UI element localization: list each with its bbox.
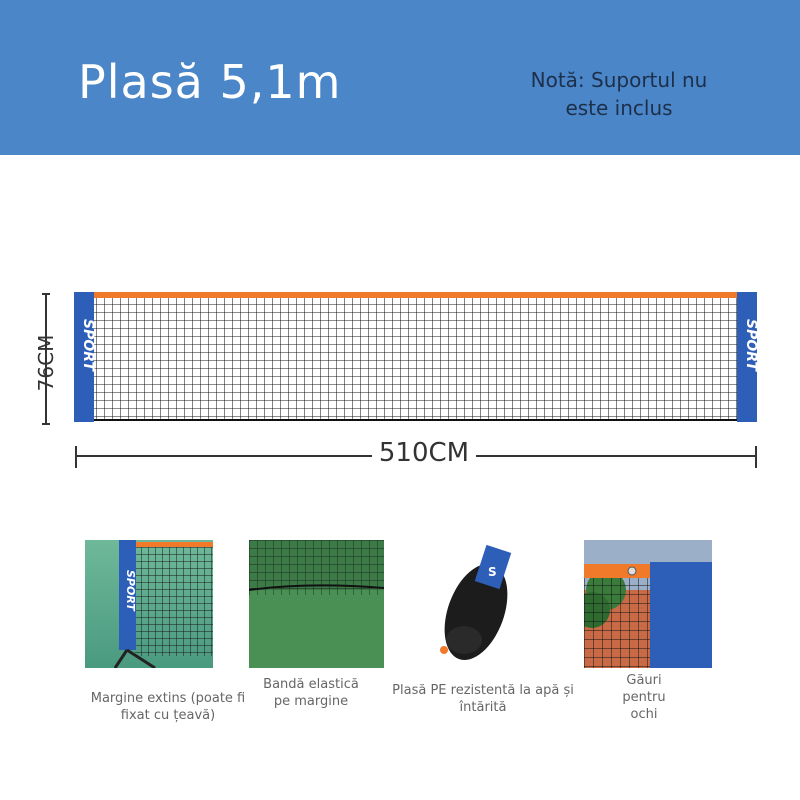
feature-photo-rolled-net	[414, 540, 548, 668]
header-banner	[0, 0, 800, 155]
height-label: 76CM	[34, 334, 58, 392]
feature-caption-edge: Margine extins (poate fi fixat cu țeavă)	[90, 691, 246, 723]
feature-photo-eyelets	[584, 540, 712, 668]
feature-caption-rolled-net: Plasă PE rezistentă la apă și întărită	[392, 683, 574, 715]
net-brand-right: SPORT	[743, 319, 759, 371]
svg-text:S: S	[488, 565, 497, 579]
feature-photo-edge	[85, 540, 213, 668]
net-brand-left: SPORT	[80, 319, 96, 371]
feature-caption-eyelets: Găuri pentru ochi	[622, 673, 666, 722]
net-top-band	[86, 292, 742, 298]
feature-photo-elastic-band	[249, 540, 384, 668]
page-title: Plasă 5,1m	[78, 55, 342, 109]
feature-caption-elastic-band: Bandă elastică pe margine	[263, 677, 359, 709]
net-mesh	[92, 296, 738, 420]
header-note: Notă: Suportul nu este inclus	[530, 68, 708, 120]
width-label: 510CM	[378, 438, 470, 468]
svg-text:SPORT: SPORT	[124, 570, 137, 611]
